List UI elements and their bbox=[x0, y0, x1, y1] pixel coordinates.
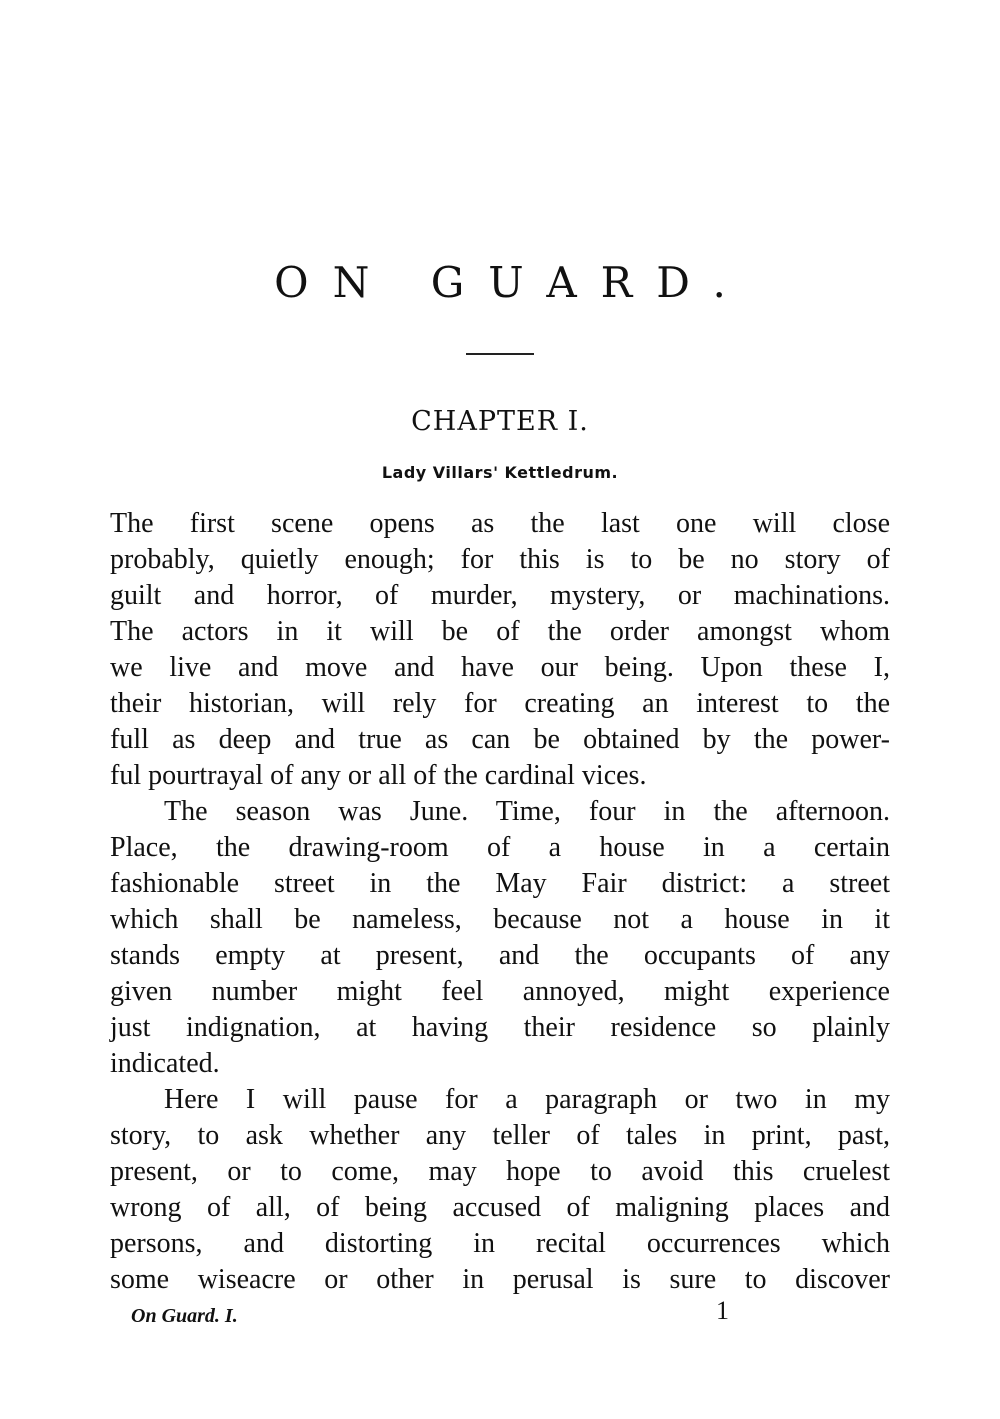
paragraph-1-line-8: ful pourtrayal of any or all of the cardinal vices. bbox=[110, 760, 647, 791]
title-rule bbox=[466, 353, 534, 355]
paragraph-2-line-7: just indignation, at having their residence so plainly bbox=[110, 1012, 890, 1043]
chapter-heading: CHAPTER I. bbox=[411, 406, 589, 437]
paragraph-1-line-5: we live and move and have our being. Upon these I, bbox=[110, 652, 890, 683]
paragraph-2-line-5: stands empty at present, and the occupants of any bbox=[110, 940, 890, 971]
paragraph-3-line-6: some wiseacre or other in perusal is sure to discover bbox=[110, 1264, 890, 1295]
paragraph-3-line-4: wrong of all, of being accused of maligning places and bbox=[110, 1192, 890, 1223]
paragraph-2-line-6: given number might feel annoyed, might experience bbox=[110, 976, 890, 1007]
paragraph-3-line-5: persons, and distorting in recital occurrences which bbox=[110, 1228, 890, 1259]
chapter-subtitle: Lady Villars' Kettledrum. bbox=[381, 463, 619, 482]
paragraph-1-line-2: probably, quietly enough; for this is to be no story of bbox=[110, 544, 890, 575]
paragraph-1-line-6: their historian, will rely for creating an interest to the bbox=[110, 688, 890, 719]
paragraph-2-line-3: fashionable street in the May Fair district: a street bbox=[110, 868, 890, 899]
page-number: 1 bbox=[716, 1296, 729, 1325]
paragraph-2-line-2: Place, the drawing-room of a house in a certain bbox=[110, 832, 890, 863]
paragraph-3-line-1: Here I will pause for a paragraph or two in my bbox=[164, 1084, 890, 1115]
paragraph-1-line-4: The actors in it will be of the order amongst whom bbox=[110, 616, 890, 647]
paragraph-2-line-8: indicated. bbox=[110, 1048, 220, 1079]
paragraph-1-line-1: The first scene opens as the last one will close bbox=[110, 508, 890, 539]
book-title: ON GUARD. bbox=[274, 258, 750, 307]
paragraph-2-line-4: which shall be nameless, because not a house in it bbox=[110, 904, 890, 935]
paragraph-3-line-2: story, to ask whether any teller of tales in print, past, bbox=[110, 1120, 890, 1151]
paragraph-3-line-3: present, or to come, may hope to avoid this cruelest bbox=[110, 1156, 890, 1187]
footer-signature: On Guard. I. bbox=[131, 1305, 238, 1327]
paragraph-1-line-3: guilt and horror, of murder, mystery, or machinations. bbox=[110, 580, 890, 611]
paragraph-2-line-1: The season was June. Time, four in the afternoon. bbox=[164, 796, 890, 827]
paragraph-1-line-7: full as deep and true as can be obtained by the power- bbox=[110, 724, 890, 755]
